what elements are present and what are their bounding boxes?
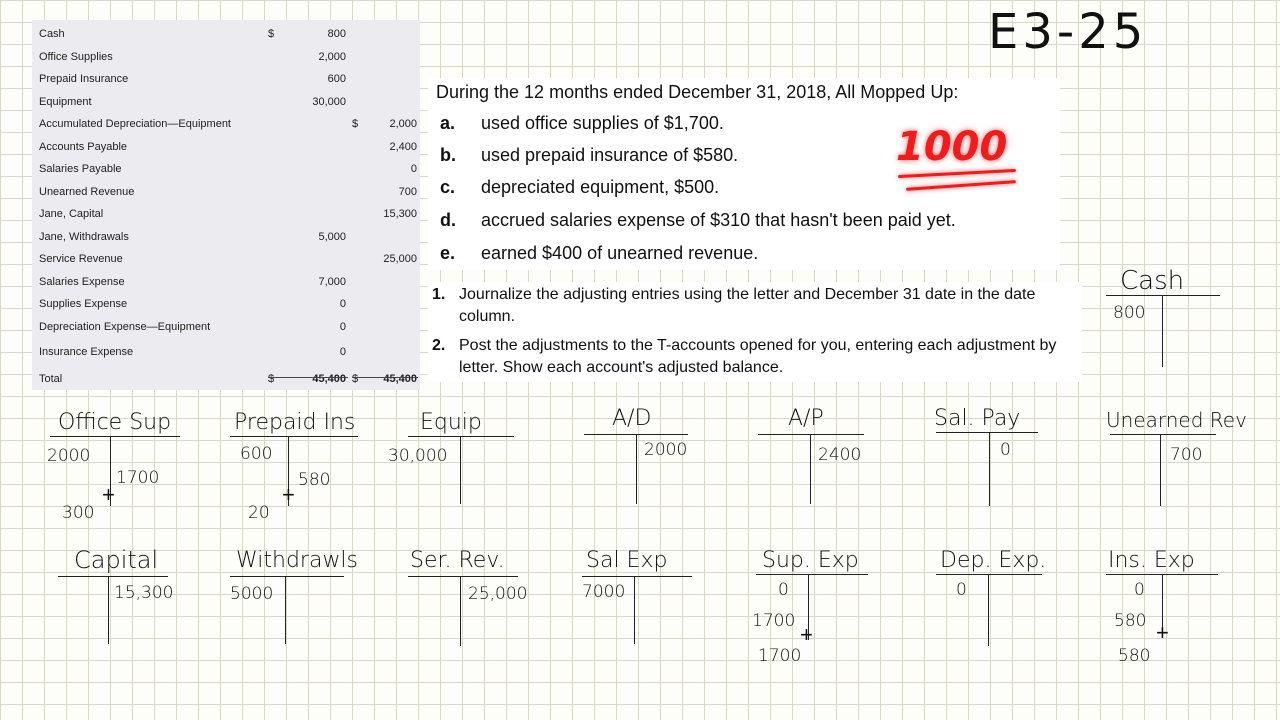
debit-entry: 0	[1134, 580, 1145, 600]
t-account-divider	[460, 436, 461, 504]
instructions	[428, 282, 1082, 382]
t-account-title: Dep. Exp.	[940, 548, 1047, 573]
t-account-rule	[408, 576, 518, 577]
t-account-title: Unearned Rev	[1106, 408, 1247, 432]
account-name: Office Supplies	[39, 51, 113, 63]
problem-intro: During the 12 months ended December 31, 2018, All Mopped Up:	[436, 82, 959, 102]
t-account-divider	[636, 434, 637, 504]
t-account-title: Sup. Exp	[762, 548, 859, 573]
t-account-title: Sal Exp	[586, 548, 668, 573]
trial-balance-row	[32, 118, 420, 134]
t-account-divider	[988, 574, 989, 646]
debit-entry: 7000	[582, 582, 626, 602]
account-name: Equipment	[39, 96, 92, 108]
credit-entry: 15,300	[114, 583, 174, 603]
debit-amount: 45,400	[312, 373, 346, 385]
t-account-divider	[285, 576, 286, 644]
item-text: used prepaid insurance of $580.	[481, 145, 739, 165]
credit-amount: 700	[398, 186, 417, 198]
credit-amount: 15,300	[383, 208, 417, 220]
t-account-title: A/P	[788, 406, 824, 431]
credit-entry: 25,000	[468, 584, 528, 604]
debit-amount: 600	[327, 73, 346, 85]
subtotal-line-debit	[268, 377, 348, 378]
debit-amount: 0	[339, 346, 346, 358]
credit-entry: 1700	[116, 468, 160, 488]
account-name: Depreciation Expense—Equipment	[39, 321, 211, 333]
balance-entry: 20	[248, 503, 270, 523]
credit-entry: 2000	[644, 440, 688, 460]
t-account-rule	[758, 434, 864, 435]
credit-entry: 0	[1000, 440, 1011, 460]
problem-item-e	[440, 243, 758, 267]
credit-amount: 2,000	[389, 118, 417, 130]
t-account-divider	[1162, 295, 1163, 367]
instruction-number: 1.	[432, 286, 446, 303]
balance-entry: 580	[1118, 646, 1151, 666]
account-name: Total	[39, 373, 63, 385]
trial-balance-row	[32, 346, 420, 362]
account-name: Jane, Withdrawals	[39, 231, 129, 243]
account-name: Service Revenue	[39, 253, 123, 265]
account-name: Accumulated Depreciation—Equipment	[39, 118, 231, 130]
debit-entry: 2000	[47, 446, 91, 466]
plus-mark: +	[102, 482, 115, 507]
plus-mark: +	[282, 482, 295, 507]
item-text: depreciated equipment, $500.	[481, 177, 720, 197]
t-account-rule	[936, 432, 1038, 433]
t-account-divider	[634, 576, 635, 644]
t-account-rule	[58, 576, 168, 577]
account-name: Unearned Revenue	[39, 186, 135, 198]
balance-entry: 300	[62, 503, 95, 523]
debit-amount: 5,000	[318, 231, 346, 243]
account-name: Insurance Expense	[39, 346, 134, 358]
credit-amount: 25,000	[383, 253, 417, 265]
credit-entry: 700	[1170, 445, 1203, 465]
debit-amount: 2,000	[318, 51, 346, 63]
debit-amount: 7,000	[318, 276, 346, 288]
trial-balance-row	[32, 276, 420, 292]
problem-item-d	[440, 210, 956, 234]
t-account-title: Capital	[74, 546, 159, 574]
debit-entry: 800	[1113, 303, 1146, 323]
account-name: Salaries Payable	[39, 163, 122, 175]
t-account-title: A/D	[612, 406, 652, 431]
instruction-text: Post the adjustments to the T-accounts opened for you, entering each adjustment by letter. Show each account's adjusted balance.	[459, 337, 1057, 376]
instruction-text: Journalize the adjusting entries using the letter and December 31 date in the date column.	[459, 286, 1036, 325]
credit-amount: 2,400	[389, 141, 417, 153]
credit-entry: 580	[298, 470, 331, 490]
trial-balance-row	[32, 51, 420, 67]
trial-balance-row	[32, 28, 420, 44]
plus-mark: +	[1156, 620, 1169, 645]
debit-entry: 30,000	[388, 446, 448, 466]
t-account-title: Equip	[420, 410, 482, 435]
t-account-divider	[1160, 434, 1161, 506]
item-letter: e.	[440, 243, 456, 263]
credit-dollar-sign: $	[352, 118, 359, 130]
t-account-title: Sal. Pay	[934, 406, 1021, 431]
trial-balance-row	[32, 321, 420, 337]
credit-dollar-sign: $	[352, 373, 359, 385]
debit-entry: 0	[778, 580, 789, 600]
item-letter: c.	[440, 177, 456, 197]
credit-amount: 45,400	[383, 373, 417, 385]
account-name: Accounts Payable	[39, 141, 128, 153]
t-account-rule	[50, 436, 180, 437]
trial-balance-row	[32, 208, 420, 224]
debit-entry: 0	[956, 580, 967, 600]
problem-item-a	[440, 113, 724, 137]
debit-dollar-sign: $	[268, 373, 275, 385]
t-account-divider	[989, 432, 990, 506]
debit-entry: 5000	[230, 584, 274, 604]
item-text: accrued salaries expense of $310 that hasn't been paid yet.	[481, 210, 956, 230]
t-account-rule	[408, 436, 514, 437]
item-letter: a.	[440, 113, 456, 133]
t-account-rule	[1110, 434, 1216, 435]
item-text: earned $400 of unearned revenue.	[481, 243, 759, 263]
item-letter: b.	[440, 145, 456, 165]
t-account-divider	[460, 576, 461, 646]
debit-entry: 600	[240, 444, 273, 464]
t-account-divider	[810, 434, 811, 504]
trial-balance	[32, 20, 420, 390]
debit-amount: 30,000	[312, 96, 346, 108]
trial-balance-row	[32, 73, 420, 89]
subtotal-line-credit	[352, 377, 418, 378]
trial-balance-row	[32, 186, 420, 202]
t-account-rule	[756, 574, 868, 575]
trial-balance-row	[32, 141, 420, 157]
t-account-title: Cash	[1120, 266, 1185, 296]
debit-dollar-sign: $	[268, 28, 275, 40]
instruction-number: 2.	[432, 337, 446, 354]
t-account-title: Office Sup	[58, 410, 172, 435]
trial-balance-row	[32, 253, 420, 269]
item-letter: d.	[440, 210, 456, 230]
balance-entry: 1700	[758, 646, 802, 666]
credit-amount: 0	[410, 163, 417, 175]
debit-entry-adjustment: 1700	[752, 611, 796, 631]
t-account-title: Ins. Exp	[1108, 548, 1195, 573]
red-stamp: 1000	[896, 124, 1008, 170]
t-account-title: Prepaid Ins	[234, 410, 356, 435]
debit-amount: 800	[327, 28, 346, 40]
t-account-title: Withdrawls	[236, 548, 359, 573]
credit-entry: 2400	[818, 445, 862, 465]
account-name: Jane, Capital	[39, 208, 104, 220]
debit-amount: 0	[339, 321, 346, 333]
trial-balance-row	[32, 298, 420, 314]
t-account-rule	[230, 576, 344, 577]
trial-balance-row	[32, 231, 420, 247]
account-name: Supplies Expense	[39, 298, 128, 310]
debit-entry-adjustment: 580	[1114, 611, 1147, 631]
debit-amount: 0	[339, 298, 346, 310]
problem-item-b	[440, 145, 738, 169]
account-name: Prepaid Insurance	[39, 73, 129, 85]
t-account-rule	[936, 574, 1042, 575]
item-text: used office supplies of $1,700.	[481, 113, 724, 133]
account-name: Salaries Expense	[39, 276, 125, 288]
exercise-title: E3-25	[988, 4, 1148, 60]
t-account-divider	[108, 576, 109, 644]
t-account-rule	[230, 436, 358, 437]
account-name: Cash	[39, 28, 65, 40]
trial-balance-row	[32, 96, 420, 112]
plus-mark: +	[800, 622, 813, 647]
t-account-rule	[1106, 295, 1220, 296]
problem-item-c	[440, 177, 719, 201]
trial-balance-row	[32, 163, 420, 179]
t-account-rule	[582, 576, 692, 577]
t-account-title: Ser. Rev.	[410, 548, 505, 573]
trial-balance-total-row	[32, 373, 420, 389]
